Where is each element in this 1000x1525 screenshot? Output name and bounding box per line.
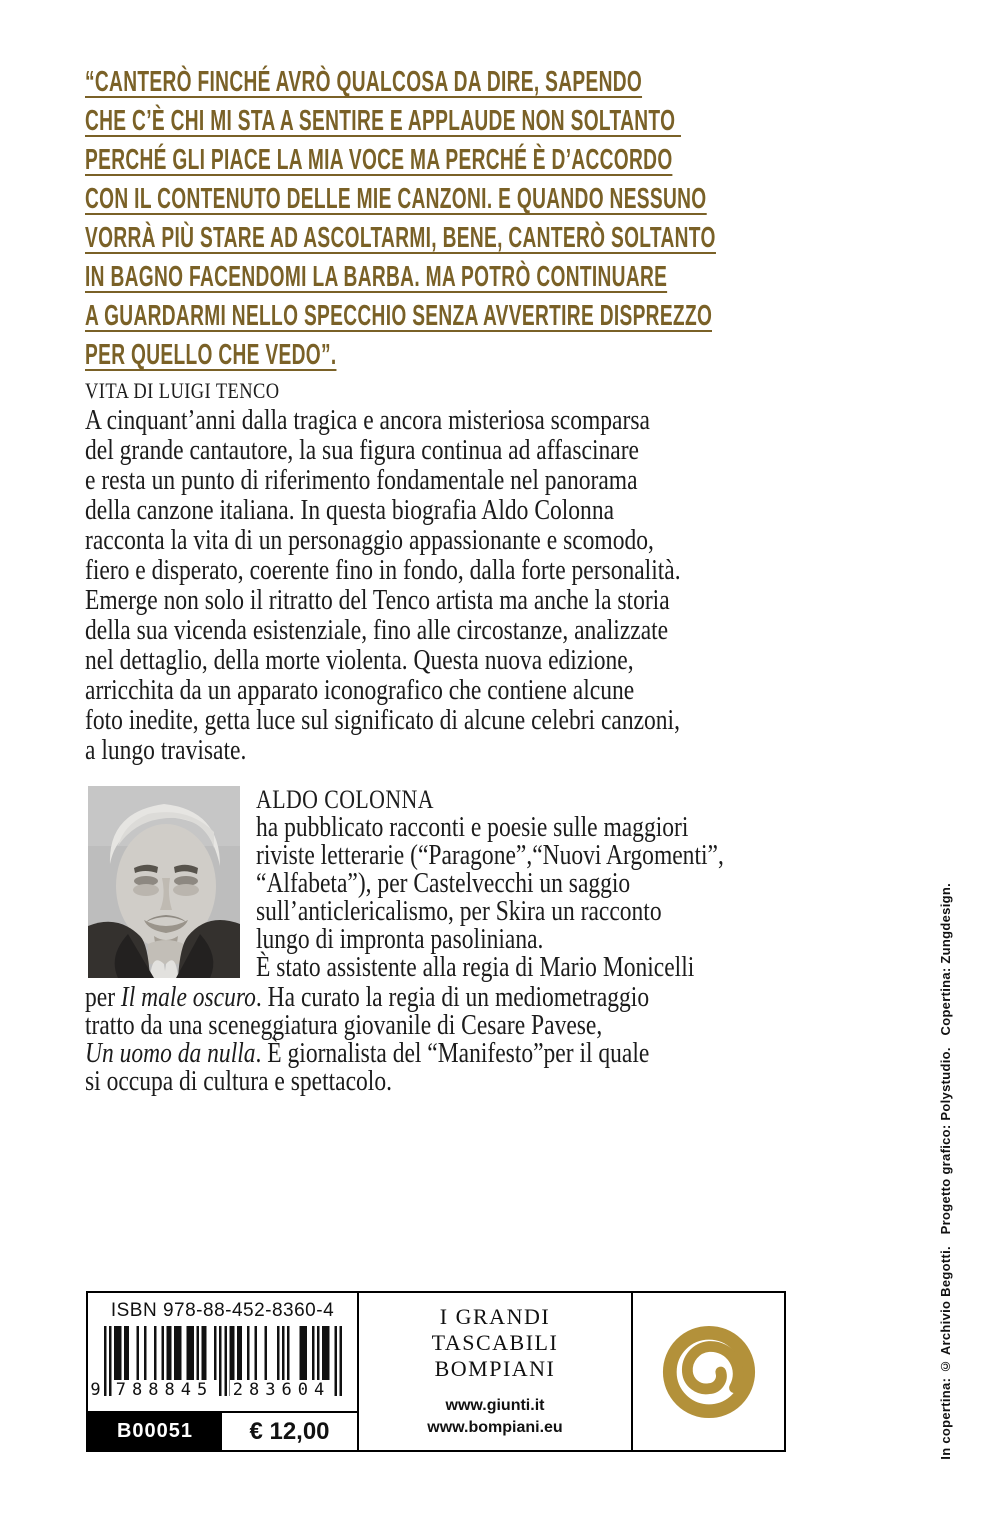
- text-segment: . Ha curato la regia di un mediometraggio: [255, 982, 650, 1013]
- product-code-badge: B00051: [88, 1413, 222, 1450]
- quote-line: [85, 222, 844, 255]
- quote-line: [85, 339, 844, 372]
- url-bompiani: www.bompiani.eu: [427, 1419, 563, 1436]
- barcode-digit-group: 9: [90, 1380, 101, 1400]
- imprint-section: [359, 1293, 633, 1450]
- barcode-digit-group: 788845: [113, 1380, 217, 1400]
- author-line: [85, 1040, 925, 1068]
- quote-line: [85, 300, 844, 333]
- text-segment: . È giornalista del “Manifesto”per il quale: [255, 1038, 650, 1069]
- bio-line: e resta un punto di riferimento fondamentale nel panorama: [85, 465, 638, 496]
- footer-bar: [86, 1291, 786, 1452]
- logo-section: [633, 1293, 784, 1450]
- quote-line-text: IN BAGNO FACENDOMI LA BARBA. MA POTRÒ CONTINUARE: [85, 261, 668, 293]
- cover-credits: In copertina: © Archivio Begotti. Progetto grafico: Polystudio. Copertina: Zungdesign.: [938, 883, 953, 1460]
- book-title-italic: Il male oscuro: [120, 982, 256, 1013]
- author-photo: [88, 786, 240, 978]
- quote-line: [85, 183, 844, 216]
- price-row: [88, 1411, 357, 1450]
- author-line: [85, 1068, 925, 1096]
- imprint-line: TASCABILI: [431, 1330, 559, 1355]
- author-line: [85, 1012, 925, 1040]
- quote-line-text: VORRÀ PIÙ STARE AD ASCOLTARMI, BENE, CANTERÒ SOLTANTO: [85, 222, 716, 254]
- author-line: lungo di impronta pasoliniana.: [256, 924, 544, 955]
- quote-line-text: PER QUELLO CHE VEDO”.: [85, 339, 337, 371]
- text-segment: per: [85, 982, 121, 1013]
- quote-line-text: PERCHÉ GLI PIACE LA MIA VOCE MA PERCHÉ È D’ACCORDO: [85, 144, 673, 176]
- book-title-heading: VITA DI LUIGI TENCO: [85, 378, 280, 403]
- author-line: ha pubblicato racconti e poesie sulle maggiori: [256, 812, 689, 843]
- barcode-digits: [90, 1380, 342, 1400]
- author-block: [88, 786, 1000, 982]
- url-giunti: www.giunti.it: [445, 1397, 545, 1414]
- author-line: È stato assistente alla regia di Mario Monicelli: [256, 952, 695, 983]
- quote-line: [85, 144, 844, 177]
- quote-line: [85, 66, 844, 99]
- quote-line: [85, 105, 844, 138]
- author-line: riviste letterarie (“Paragone”,“Nuovi Argomenti”,: [256, 840, 724, 871]
- bio-line: della canzone italiana. In questa biografia Aldo Colonna: [85, 495, 615, 526]
- imprint-line: I GRANDI: [439, 1304, 551, 1329]
- author-line: [85, 984, 925, 1012]
- bio-line: arricchita da un apparato iconografico che contiene alcune: [85, 675, 635, 706]
- giunti-logo-icon: [660, 1323, 758, 1421]
- cover-quote: [85, 66, 844, 378]
- barcode: [90, 1326, 342, 1400]
- bio-line: del grande cantautore, la sua figura continua ad affascinare: [85, 435, 639, 466]
- bio-line: fiero e disperato, coerente fino in fondo, dalla forte personalità.: [85, 555, 681, 586]
- text-segment: si occupa di cultura e spettacolo.: [85, 1066, 392, 1097]
- publisher-urls: [427, 1395, 562, 1439]
- barcode-digit-group: 283604: [230, 1380, 334, 1400]
- author-line: “Alfabeta”), per Castelvecchi un saggio: [256, 868, 631, 899]
- bio-line: nel dettaglio, della morte violenta. Questa nuova edizione,: [85, 645, 634, 676]
- quote-line-text: CON IL CONTENUTO DELLE MIE CANZONI. E QUANDO NESSUNO: [85, 183, 707, 215]
- bio-line: racconta la vita di un personaggio appassionante e scomodo,: [85, 525, 654, 556]
- author-name: ALDO COLONNA: [256, 785, 434, 814]
- quote-line-text: CHE C’È CHI MI STA A SENTIRE E APPLAUDE NON SOLTANTO: [85, 105, 681, 137]
- bio-line: foto inedite, getta luce sul significato di alcune celebri canzoni,: [85, 705, 680, 736]
- barcode-guard-gap: [104, 1380, 113, 1400]
- biography-block: [85, 376, 925, 766]
- isbn-label: ISBN 978-88-452-8360-4: [110, 1300, 335, 1321]
- text-segment: tratto da una sceneggiatura giovanile di Cesare Pavese,: [85, 1010, 603, 1041]
- imprint-line: BOMPIANI: [434, 1356, 556, 1381]
- author-line: sull’anticlericalismo, per Skira un racconto: [256, 896, 662, 927]
- price-label: € 12,00: [249, 1417, 330, 1445]
- quote-line-text: A GUARDARMI NELLO SPECCHIO SENZA AVVERTIRE DISPREZZO: [85, 300, 713, 332]
- bio-line: della sua vicenda esistenziale, fino alle circostanze, analizzate: [85, 615, 669, 646]
- imprint-name: [432, 1304, 559, 1382]
- quote-line: [85, 261, 844, 294]
- barcode-section: [88, 1293, 359, 1450]
- bio-line: a lungo travisate.: [85, 735, 247, 766]
- author-text-column: [256, 786, 928, 982]
- barcode-guard-gap: [217, 1380, 230, 1400]
- quote-line-text: “CANTERÒ FINCHÉ AVRÒ QUALCOSA DA DIRE, SAPENDO: [85, 66, 643, 98]
- bio-line: Emerge non solo il ritratto del Tenco artista ma anche la storia: [85, 585, 670, 616]
- book-title-italic: Un uomo da nulla: [85, 1038, 256, 1069]
- author-block-continued: [85, 984, 925, 1096]
- bio-line: A cinquant’anni dalla tragica e ancora misteriosa scomparsa: [85, 405, 650, 436]
